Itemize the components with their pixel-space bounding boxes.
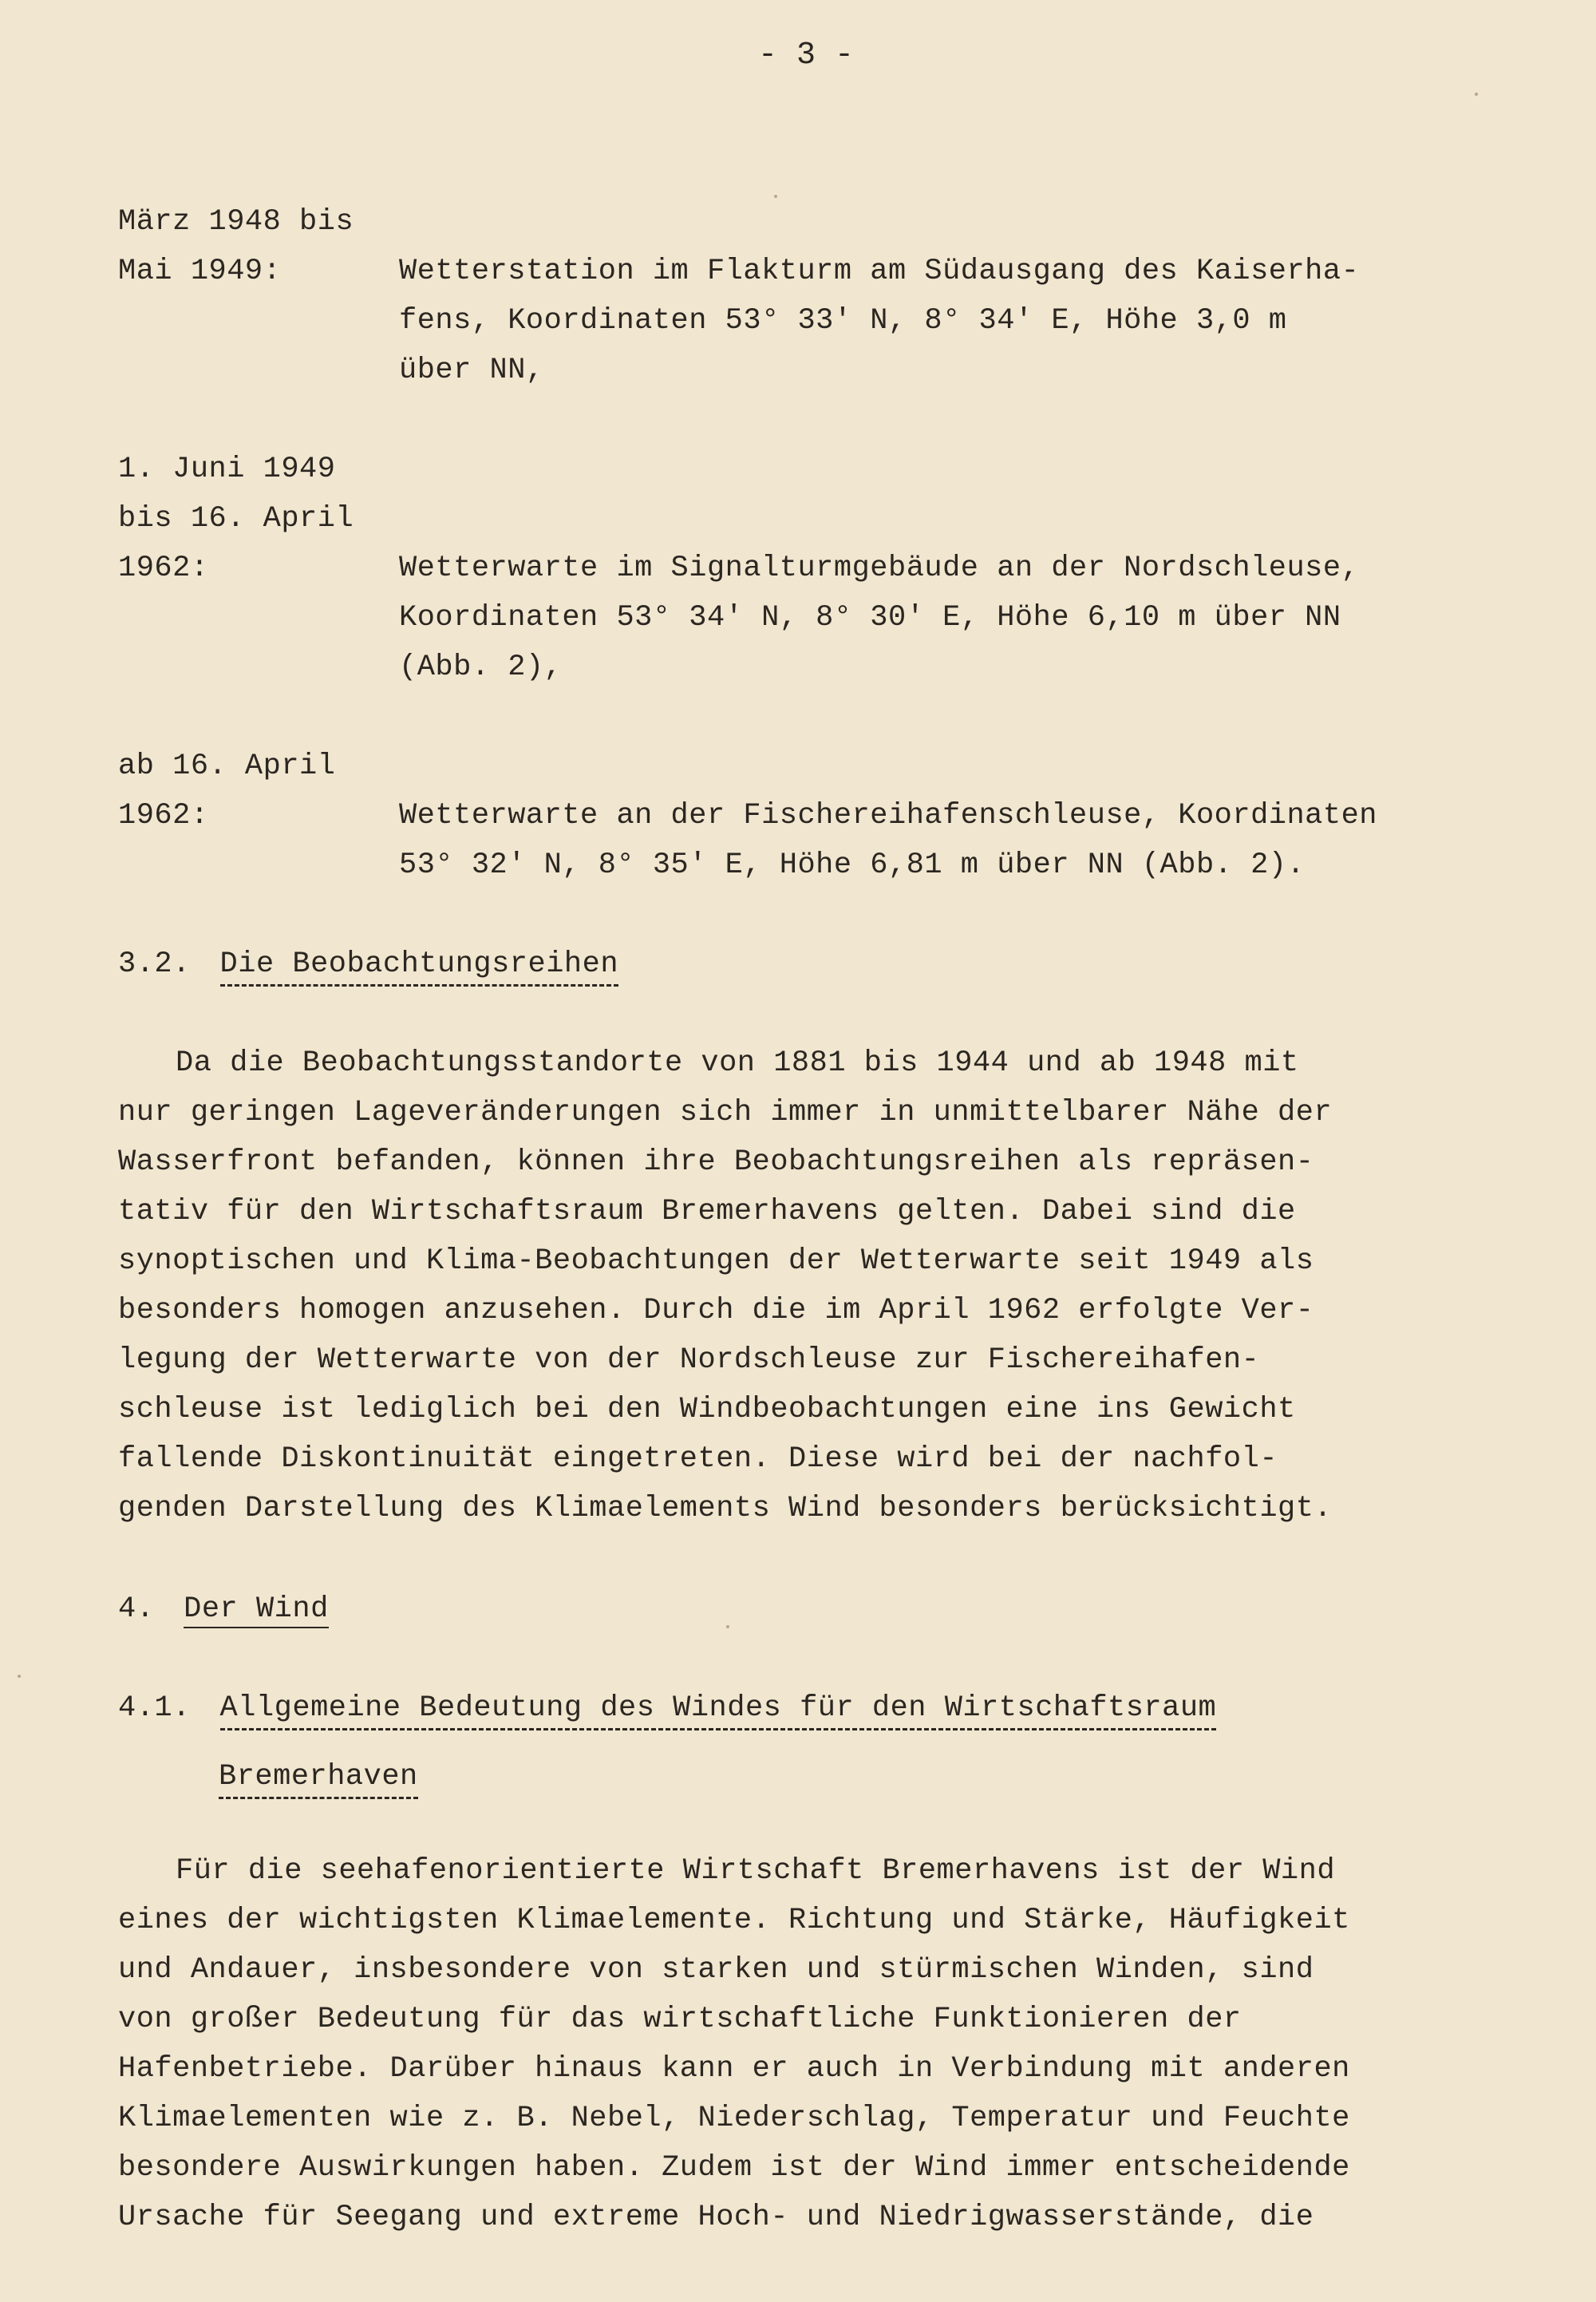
station-text-line: Koordinaten 53° 34' N, 8° 30' E, Höhe 6,10 m über NN xyxy=(399,601,1341,635)
section-heading xyxy=(118,1691,1216,1726)
paragraph-line: Wasserfront befanden, können ihre Beobachtungsreihen als repräsen- xyxy=(118,1145,1314,1179)
paper-speck xyxy=(774,195,777,198)
station-text-line: Wetterwarte an der Fischereihafenschleuse, Koordinaten xyxy=(399,799,1377,833)
paragraph-line: legung der Wetterwarte von der Nordschleuse zur Fischereihafen- xyxy=(118,1343,1260,1377)
paragraph-line: besonders homogen anzusehen. Durch die im April 1962 erfolgte Ver- xyxy=(118,1294,1314,1327)
paragraph-line: besondere Auswirkungen haben. Zudem ist der Wind immer entscheidende xyxy=(118,2151,1350,2185)
section-4-heading xyxy=(118,1592,329,1627)
section-title: Die Beobachtungsreihen xyxy=(220,947,618,987)
station-date-line: 1962: xyxy=(118,552,209,585)
station-text-line: 53° 32' N, 8° 35' E, Höhe 6,81 m über NN (Abb. 2). xyxy=(399,848,1306,882)
paragraph-line: nur geringen Lageveränderungen sich immer in unmittelbarer Nähe der xyxy=(118,1096,1333,1129)
paragraph-line: schleuse ist lediglich bei den Windbeobachtungen eine ins Gewicht xyxy=(118,1393,1296,1426)
page-number: - 3 - xyxy=(758,38,855,73)
section-heading xyxy=(118,947,618,982)
station-text-line: Wetterstation im Flakturm am Südausgang des Kaiserha- xyxy=(399,255,1360,288)
section-title: Allgemeine Bedeutung des Windes für den Wirtschaftsraum xyxy=(220,1691,1217,1730)
station-date-line: Mai 1949: xyxy=(118,255,282,288)
paragraph-line: eines der wichtigsten Klimaelemente. Richtung und Stärke, Häufigkeit xyxy=(118,1904,1350,1937)
paragraph-line: Ursache für Seegang und extreme Hoch- und Niedrigwasserstände, die xyxy=(118,2201,1314,2234)
section-number: 4.1. xyxy=(118,1691,191,1725)
station-date-line: 1. Juni 1949 xyxy=(118,453,336,486)
station-date-line: bis 16. April xyxy=(118,502,354,536)
paragraph-line: synoptischen und Klima-Beobachtungen der Wetterwarte seit 1949 als xyxy=(118,1244,1314,1278)
section-title: Der Wind xyxy=(184,1592,329,1628)
section-heading-continued xyxy=(219,1759,418,1794)
section-number: 4. xyxy=(118,1592,155,1626)
paragraph-line: und Andauer, insbesondere von starken und stürmischen Winden, sind xyxy=(118,1953,1314,1987)
paragraph-line: Klimaelementen wie z. B. Nebel, Niederschlag, Temperatur und Feuchte xyxy=(118,2102,1350,2135)
paragraph-line: Für die seehafenorientierte Wirtschaft Bremerhavens ist der Wind xyxy=(176,1854,1336,1888)
station-date-line: ab 16. April xyxy=(118,750,336,783)
paragraph-line: tativ für den Wirtschaftsraum Bremerhavens gelten. Dabei sind die xyxy=(118,1195,1296,1228)
paragraph-line: Da die Beobachtungsstandorte von 1881 bis 1944 und ab 1948 mit xyxy=(176,1046,1299,1080)
paragraph-line: von großer Bedeutung für das wirtschaftliche Funktionieren der xyxy=(118,2003,1242,2036)
station-text-line: (Abb. 2), xyxy=(399,651,563,684)
section-title-line2: Bremerhaven xyxy=(219,1760,418,1799)
paragraph-line: genden Darstellung des Klimaelements Wind besonders berücksichtigt. xyxy=(118,1492,1333,1525)
station-date-line: März 1948 bis xyxy=(118,205,354,239)
paper-speck xyxy=(18,1675,21,1678)
paper-speck xyxy=(726,1625,729,1628)
station-text-line: fens, Koordinaten 53° 33' N, 8° 34' E, Höhe 3,0 m xyxy=(399,304,1287,338)
paragraph-line: fallende Diskontinuität eingetreten. Diese wird bei der nachfol- xyxy=(118,1442,1278,1476)
station-text-line: Wetterwarte im Signalturmgebäude an der Nordschleuse, xyxy=(399,552,1360,585)
paper-speck xyxy=(1475,93,1478,96)
section-number: 3.2. xyxy=(118,947,191,981)
paragraph-line: Hafenbetriebe. Darüber hinaus kann er auch in Verbindung mit anderen xyxy=(118,2052,1350,2086)
station-text-line: über NN, xyxy=(399,354,544,387)
station-date-line: 1962: xyxy=(118,799,209,833)
